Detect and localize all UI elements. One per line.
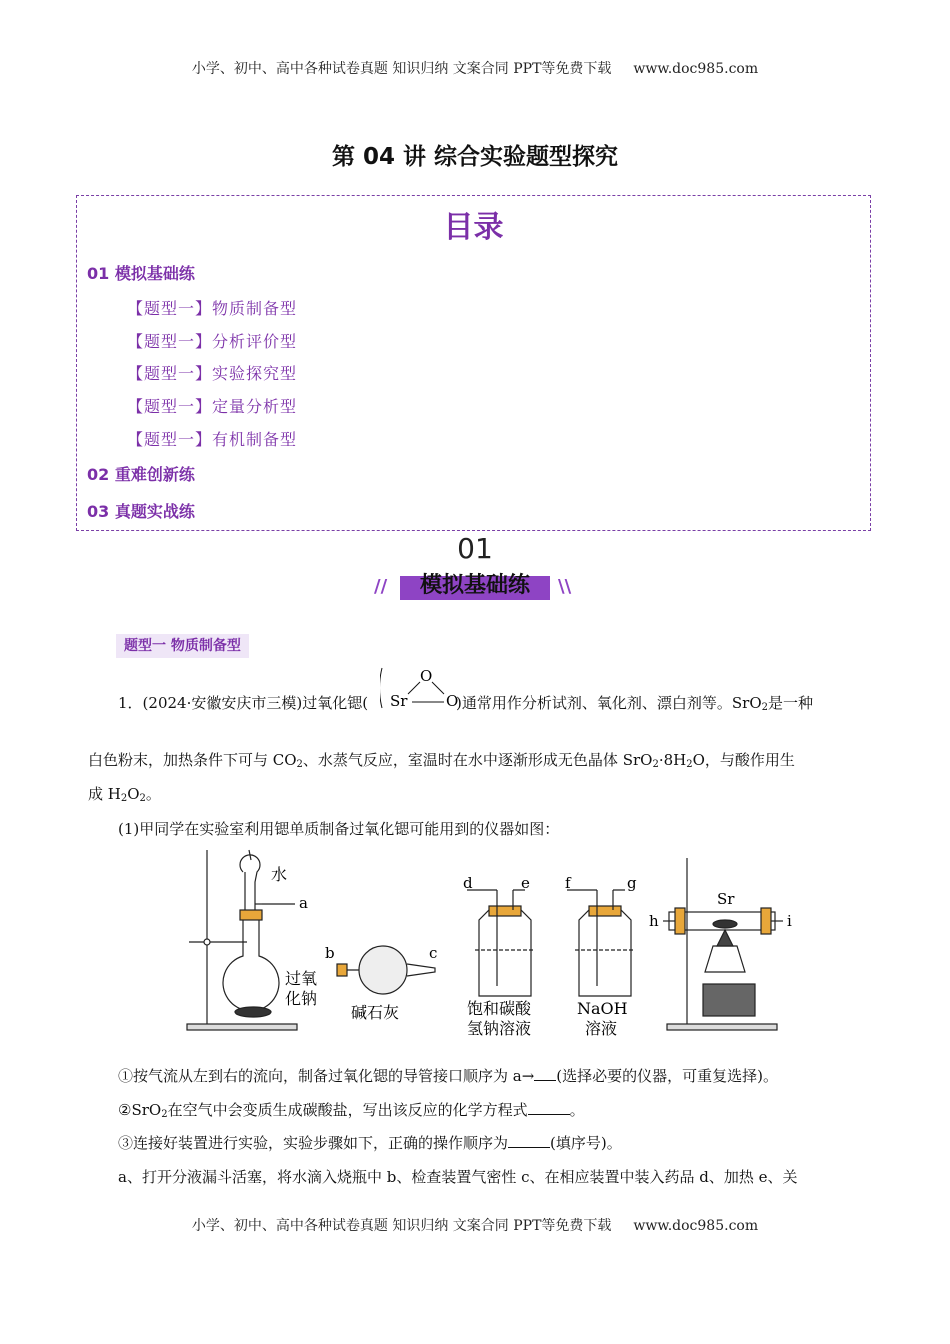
- label-e: e: [521, 874, 530, 892]
- question-line-2: [88, 749, 795, 770]
- label-sr: Sr: [717, 890, 735, 908]
- apparatus-bottle-nahco3: [467, 890, 535, 996]
- question-steps: a、打开分液漏斗活塞，将水滴入烧瓶中 b、检查装置气密性 c、在相应装置中装入药品 d、加热 e、关: [118, 1168, 798, 1186]
- page-title: 第 04 讲 综合实验题型探究: [331, 144, 619, 170]
- structure-o: O: [420, 667, 433, 685]
- footer-url[interactable]: www.doc985.com: [633, 1218, 759, 1234]
- text: 是一种: [768, 694, 814, 712]
- text: 在空气中会变质生成碳酸盐，写出该反应的化学方程式: [167, 1101, 528, 1119]
- label-g: g: [627, 874, 637, 892]
- label-naoh: NaOH: [577, 999, 628, 1018]
- subscript: 2: [120, 793, 128, 804]
- label-naoh: 溶液: [585, 1019, 618, 1038]
- section-title: 模拟基础练: [419, 573, 530, 598]
- page-footer: [0, 1215, 950, 1235]
- question-line-3: [88, 783, 161, 804]
- slash-decoration: //: [374, 576, 388, 597]
- question-sub-1: [118, 1065, 778, 1086]
- apparatus-bottle-naoh: [567, 890, 635, 996]
- text: 、水蒸气反应，室温时在水中逐渐形成无色晶体 SrO: [302, 751, 653, 769]
- label-na2o2: 过氧: [285, 969, 318, 988]
- toc-section-3[interactable]: 03 真题实战练: [87, 502, 195, 521]
- section-number: 01: [457, 532, 493, 565]
- label-soda-lime: 碱石灰: [351, 1003, 400, 1022]
- question-sub-2: [118, 1099, 585, 1120]
- toc-item[interactable]: 【题型一】定量分析型: [127, 397, 298, 416]
- apparatus-drying-tube: [337, 944, 438, 994]
- label-water: 水: [271, 865, 288, 884]
- label-c: c: [429, 944, 438, 962]
- page-header: [0, 58, 950, 78]
- label-d: d: [463, 874, 473, 892]
- text: 。: [145, 785, 161, 803]
- header-url[interactable]: www.doc985.com: [633, 61, 759, 77]
- text: )通常用作分析试剂、氧化剂、漂白剂等。SrO: [456, 694, 762, 712]
- section-banner: [370, 528, 580, 608]
- text: ③连接好装置进行实验，实验步骤如下，正确的操作顺序为: [118, 1134, 509, 1152]
- sro2-structure: [380, 666, 466, 710]
- table-of-contents: [76, 195, 871, 531]
- text: (填序号)。: [550, 1134, 622, 1152]
- text: 成 H: [88, 785, 121, 803]
- slash-decoration: \\: [558, 576, 572, 597]
- header-text: 小学、初中、高中各种试卷真题 知识归纳 文案合同 PPT等免费下载: [191, 61, 612, 77]
- apparatus-reaction-tube: [663, 858, 783, 1030]
- structure-sr: Sr: [390, 692, 408, 710]
- subscript: 2: [686, 759, 693, 770]
- subscript: 2: [296, 759, 303, 770]
- label-a: a: [299, 894, 308, 912]
- label-i: i: [787, 912, 792, 930]
- text: O: [127, 785, 140, 803]
- answer-blank[interactable]: [528, 1102, 570, 1115]
- text: 白色粉末，加热条件下可与 CO: [88, 751, 297, 769]
- label-h: h: [649, 912, 659, 930]
- subscript: 2: [761, 702, 769, 713]
- answer-blank[interactable]: [534, 1068, 556, 1081]
- subscript: 2: [161, 1109, 168, 1120]
- text: ①按气流从左到右的流向，制备过氧化锶的导管接口顺序为 a→: [118, 1067, 535, 1085]
- toc-item[interactable]: 【题型一】物质制备型: [127, 299, 298, 318]
- text: 。: [569, 1101, 585, 1119]
- label-b: b: [325, 944, 335, 962]
- label-nahco3: 饱和碳酸: [467, 999, 532, 1018]
- toc-section-1[interactable]: 01 模拟基础练: [87, 264, 195, 283]
- label-nahco3: 氢钠溶液: [467, 1019, 532, 1038]
- text: 1．(2024·安徽安庆市三模)过氧化锶(: [118, 694, 369, 712]
- structure-o: O: [446, 692, 459, 710]
- toc-item[interactable]: 【题型一】有机制备型: [127, 430, 298, 449]
- question-sub-3: [118, 1132, 622, 1153]
- apparatus-figure: [185, 846, 805, 1042]
- toc-heading: 目录: [443, 210, 504, 245]
- label-na2o2: 化钠: [285, 989, 318, 1008]
- text: (选择必要的仪器，可重复选择)。: [556, 1067, 779, 1085]
- toc-section-2[interactable]: 02 重难创新练: [87, 465, 195, 484]
- toc-item[interactable]: 【题型一】实验探究型: [127, 364, 298, 383]
- text: ·8H: [658, 751, 687, 769]
- label-f: f: [565, 874, 571, 892]
- question-type-tag: 题型一 物质制备型: [116, 634, 249, 658]
- subscript: 2: [652, 759, 659, 770]
- subscript: 2: [139, 793, 146, 804]
- footer-text: 小学、初中、高中各种试卷真题 知识归纳 文案合同 PPT等免费下载: [191, 1218, 612, 1234]
- answer-blank[interactable]: [508, 1135, 550, 1148]
- toc-item[interactable]: 【题型一】分析评价型: [127, 332, 298, 351]
- question-part-1: (1)甲同学在实验室利用锶单质制备过氧化锶可能用到的仪器如图：: [118, 820, 560, 838]
- text: ②SrO: [118, 1101, 162, 1119]
- text: O，与酸作用生: [692, 751, 795, 769]
